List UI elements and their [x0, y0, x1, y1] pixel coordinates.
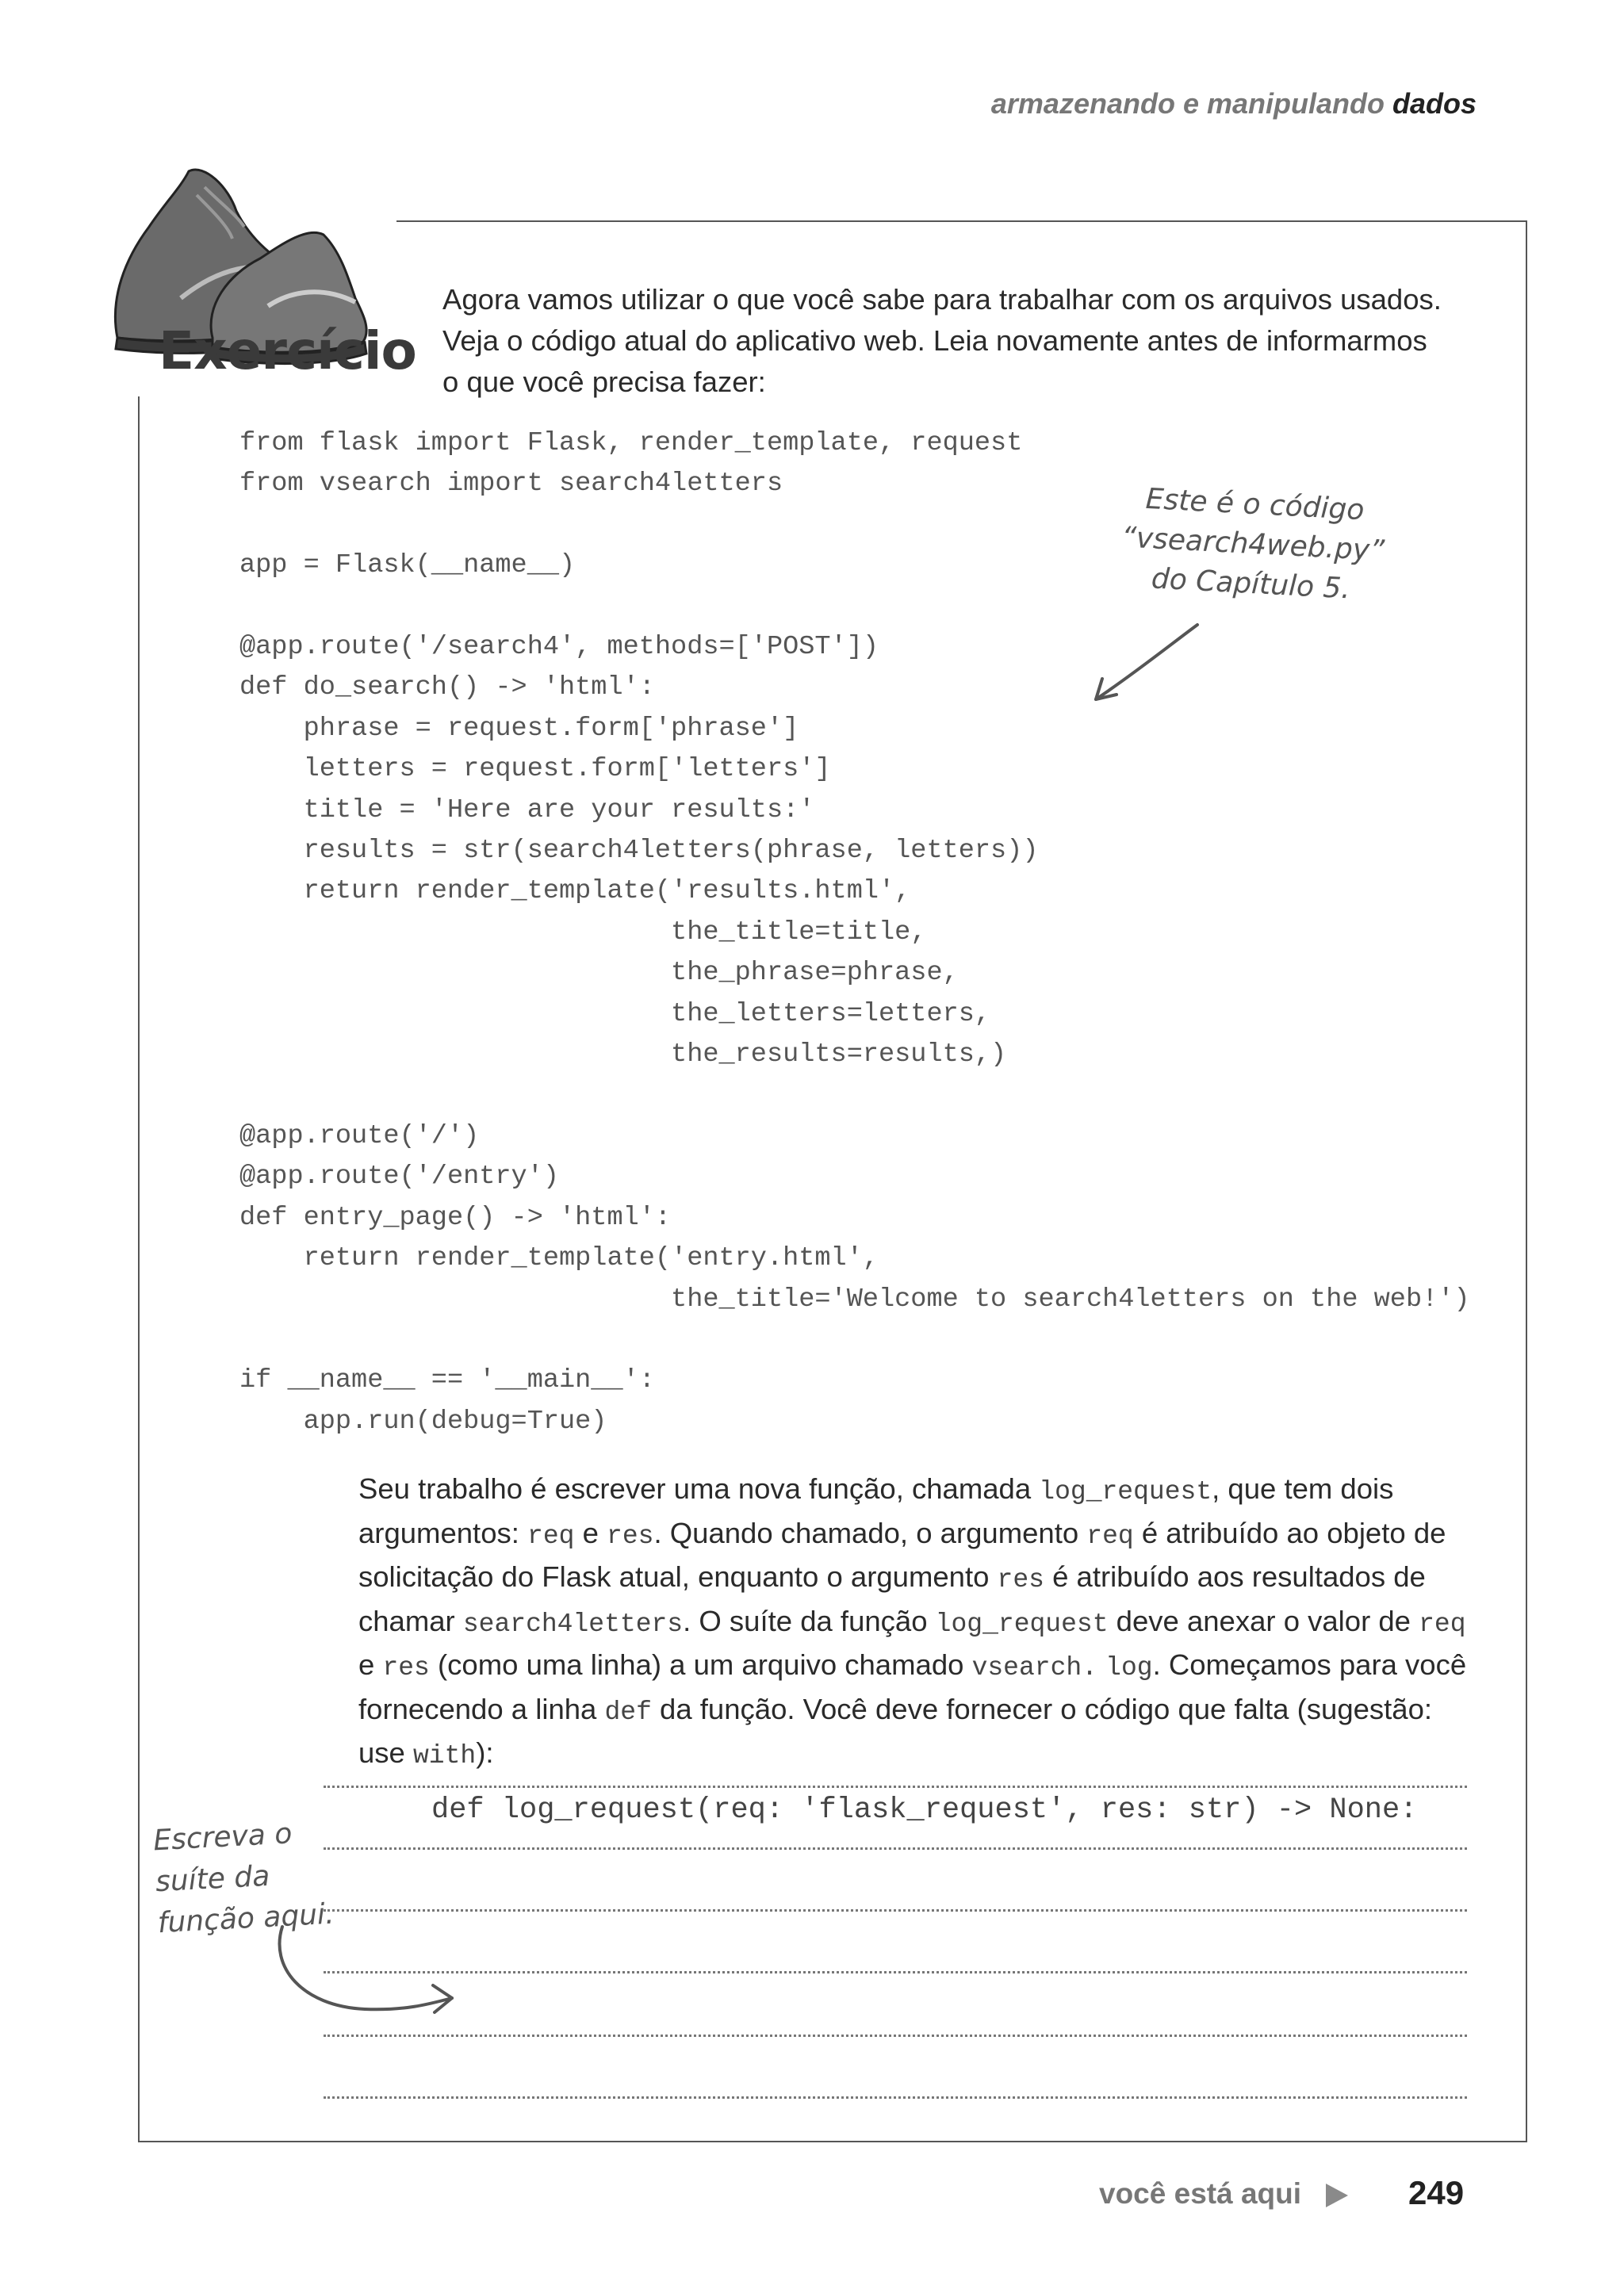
code-line: app.run(debug=True): [239, 1406, 607, 1437]
inline-code: vsearch.: [971, 1653, 1097, 1682]
task-text: da função. Você deve fornecer o código que falta (sugestão: use: [358, 1692, 1433, 1769]
note-line: Este é o código: [1144, 482, 1365, 527]
code-line: results = str(search4letters(phrase, letters)): [239, 836, 1039, 867]
task-text: deve anexar o valor de: [1108, 1604, 1419, 1637]
code-source-note: [1115, 478, 1390, 611]
answer-line[interactable]: [324, 1909, 1467, 1912]
code-line: title = 'Here are your results:': [239, 794, 815, 825]
code-line: the_title='Welcome to search4letters on the web!'): [239, 1284, 1470, 1315]
def-line: def log_request(req: 'flask_request', res: str) -> None:: [431, 1793, 1418, 1827]
inline-code: log_request: [1039, 1477, 1212, 1506]
task-text: e: [574, 1516, 607, 1549]
code-line: @app.route('/'): [239, 1120, 480, 1151]
code-line: @app.route('/search4', methods=['POST']): [239, 632, 879, 663]
code-line: the_title=title,: [239, 917, 927, 947]
code-line: def entry_page() -> 'html':: [239, 1202, 672, 1233]
code-line: the_results=results,): [239, 1039, 1007, 1070]
inline-code: def: [604, 1697, 652, 1727]
inline-code: res: [382, 1653, 430, 1682]
code-line: @app.route('/entry'): [239, 1162, 560, 1192]
inline-code: search4letters: [462, 1609, 684, 1639]
triangle-right-icon: [1323, 2182, 1350, 2209]
inline-code: res: [997, 1565, 1044, 1594]
exercise-title: Exercício: [159, 320, 416, 381]
code-line: from vsearch import search4letters: [239, 469, 783, 500]
exercise-intro: Agora vamos utilizar o que você sabe para trabalhar com os arquivos usados. Veja o código atual do aplicativo web. Leia novamente antes de informarmos o que você precisa fazer:: [442, 283, 1442, 398]
note-line: “vsearch4web.py”: [1120, 521, 1385, 568]
task-description: [358, 1468, 1469, 1777]
inline-code: log: [1105, 1653, 1153, 1682]
task-text: . Quando chamado, o argumento: [653, 1516, 1087, 1549]
code-line: def do_search() -> 'html':: [239, 672, 655, 703]
task-text: . Começamos para você fornecendo a linha: [358, 1648, 1467, 1725]
code-line: app = Flask(__name__): [239, 550, 576, 581]
code-line: return render_template('results.html',: [239, 876, 911, 907]
task-text: . O suíte da função: [683, 1604, 936, 1637]
task-text: (como uma linha) a um arquivo chamado: [429, 1648, 972, 1681]
inline-code: req: [1086, 1521, 1134, 1551]
inline-code: log_request: [935, 1609, 1109, 1639]
task-text: é atribuído ao objeto de solicitação do Flask atual, enquanto o argumento: [358, 1516, 1446, 1593]
answer-line[interactable]: [324, 1971, 1467, 1973]
code-line: phrase = request.form['phrase']: [239, 713, 799, 744]
running-head-prefix: armazenando e manipulando: [990, 87, 1385, 120]
curved-arrow-icon: [270, 1919, 476, 2030]
answer-line[interactable]: [324, 1847, 1467, 1850]
note-line: Escreva o: [152, 1817, 293, 1858]
code-line: letters = request.form['letters']: [239, 754, 831, 785]
task-text: Seu trabalho é escrever uma nova função, chamada: [358, 1472, 1040, 1505]
code-line: return render_template('entry.html',: [239, 1243, 879, 1274]
running-head: [991, 87, 1477, 121]
running-head-strong: dados: [1392, 87, 1477, 120]
curved-arrow-icon: [1078, 611, 1221, 714]
inline-code: res: [607, 1521, 654, 1551]
you-are-here-label: você está aqui: [1099, 2177, 1302, 2210]
inline-code: req: [1419, 1609, 1466, 1639]
note-line: suíte da: [155, 1859, 271, 1899]
code-line: if __name__ == '__main__':: [239, 1365, 655, 1396]
inline-code: with: [413, 1741, 477, 1770]
answer-line[interactable]: [324, 2035, 1467, 2037]
answer-line[interactable]: [324, 2096, 1467, 2099]
answer-line[interactable]: [324, 1786, 1467, 1788]
task-text: , que tem dois argumentos:: [358, 1472, 1394, 1549]
note-line: do Capítulo 5.: [1150, 562, 1351, 606]
inline-code: req: [527, 1521, 575, 1551]
note-line: função aqui.: [156, 1897, 335, 1940]
code-line: from flask import Flask, render_template, request: [239, 428, 1023, 458]
task-text: é atribuído aos resultados de chamar: [358, 1560, 1426, 1637]
code-line: the_letters=letters,: [239, 998, 991, 1029]
page-number: 249: [1408, 2174, 1465, 2211]
code-line: the_phrase=phrase,: [239, 958, 959, 989]
task-text: e: [358, 1648, 383, 1681]
task-text: ):: [476, 1736, 494, 1769]
